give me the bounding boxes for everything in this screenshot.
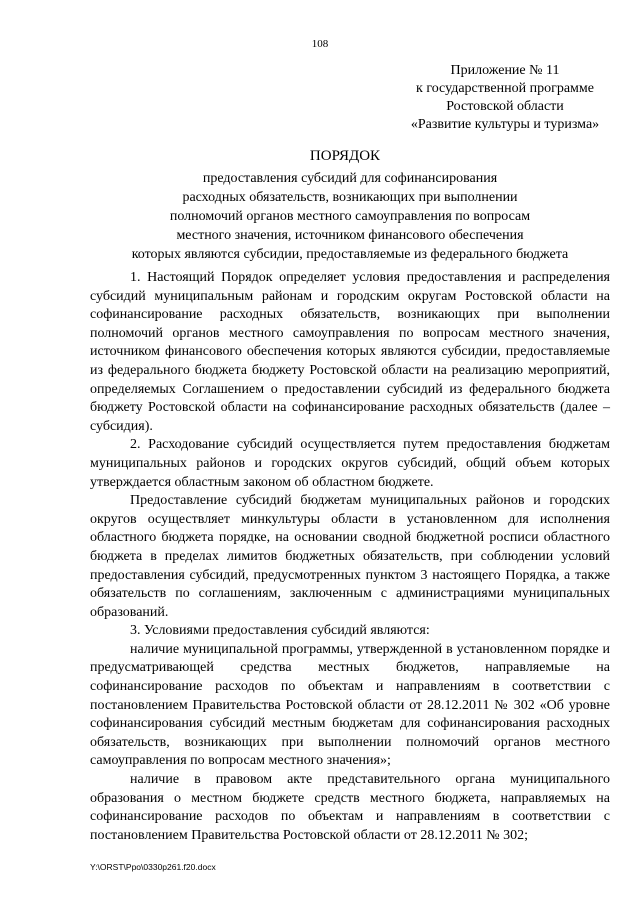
- file-path-footer: Y:\ORST\Ppo\0330p261.f20.docx: [90, 862, 216, 872]
- paragraph-4: 3. Условиями предоставления субсидий являются:: [130, 623, 430, 639]
- paragraph-6: наличие в правовом акте представительного органа муниципального образования о местном бюджете средств местного бюджета, направляемых на софинансирование расходов по объектам и направлениям в соответствии с постановлением Правительства Ростовской области от 28.12.2011 № 302;: [90, 772, 610, 843]
- appendix-line: Ростовской области: [446, 99, 564, 114]
- subtitle-line: полномочий органов местного самоуправления по вопросам: [169, 209, 531, 224]
- appendix-line: к государственной программе: [416, 81, 594, 96]
- paragraph-3: Предоставление субсидий бюджетам муниципальных районов и городских округов осуществляет минкультуры области в установленном для исполнения областного бюджета порядке, на основании сводной бюджетной росписи областного бюджета в пределах лимитов бюджетных обязательств, при соблюдении условий предоставления субсидий, предусмотренных пунктом 3 настоящего Порядка, а также обязательств по соглашениям, заключенным с администрациями муниципальных образований.: [90, 493, 610, 620]
- document-title: ПОРЯДОК: [309, 148, 381, 164]
- subtitle-line: местного значения, источником финансового обеспечения: [176, 228, 524, 243]
- appendix-line: «Развитие культуры и туризма»: [410, 117, 600, 132]
- paragraph-5: наличие муниципальной программы, утвержденной в установленном порядке и предусматривающей средства местных бюджетов, направляемые на софинансирование расходов по объектам и направлениям в соответствии с постановлением Правительства Ростовской области от 28.12.2011 № 302 «Об уровне софинансирования субсидий местным бюджетам для софинансирования расходных обязательств, возникающих при выполнении полномочий органов местного самоуправления по вопросам местного значения»;: [90, 641, 610, 769]
- document-subtitle: [100, 169, 600, 264]
- page-number: 108: [311, 38, 329, 50]
- appendix-header: [390, 62, 620, 134]
- subtitle-line: расходных обязательств, возникающих при выполнении: [182, 190, 518, 205]
- appendix-line: Приложение № 11: [450, 63, 560, 78]
- paragraph-1: 1. Настоящий Порядок определяет условия предоставления и распределения субсидий муниципальным районам и городским округам Ростовской области на софинансирование расходных обязательств, возникающих при выполнении полномочий органов местного самоуправления по вопросам местного значения, источником финансового обеспечения которых являются субсидии, предоставляемые из федерального бюджета бюджету Ростовской области на реализацию мероприятий, определяемых Соглашением о предоставлении субсидий из федерального бюджета бюджету Ростовской области на софинансирование расходных обязательств (далее – субсидия).: [90, 270, 610, 434]
- document-body: [90, 269, 610, 845]
- subtitle-line: предоставления субсидий для софинансирования: [202, 171, 498, 186]
- subtitle-line: которых являются субсидии, предоставляемые из федерального бюджета: [131, 247, 569, 262]
- paragraph-2: 2. Расходование субсидий осуществляется путем предоставления бюджетам муниципальных районов и городских округов субсидий, общий объем которых утверждается областным законом об областном бюджете.: [90, 437, 610, 490]
